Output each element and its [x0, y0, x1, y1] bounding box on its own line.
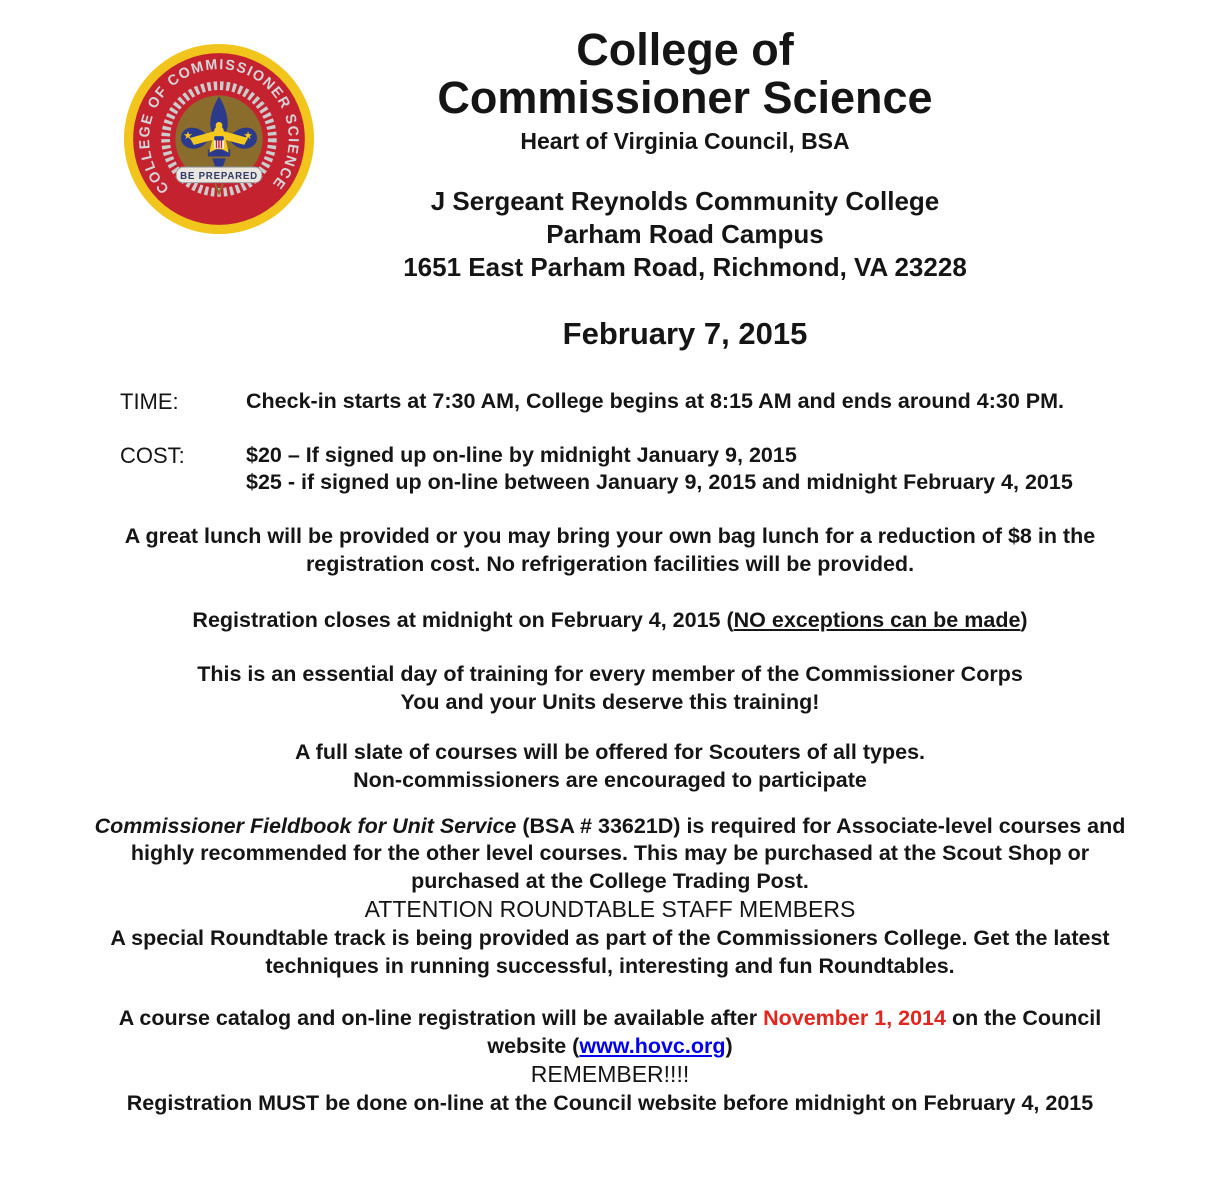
fieldbook-paragraph: Commissioner Fieldbook for Unit Service (BSA # 33621D) is required for Associate-level courses and highly recommended for the other level courses. This may be purchased at the Scout Shop or purchased at the College Trading Post.	[94, 813, 1126, 894]
venue-campus: Parham Road Campus	[546, 219, 824, 250]
star-icon-right: ★	[243, 130, 253, 142]
time-row	[0, 388, 1220, 416]
title-line-2: Commissioner Science	[437, 71, 933, 123]
commissioner-science-patch-logo	[122, 42, 316, 236]
roundtable-body: A special Roundtable track is being provided as part of the Commissioners College. Get the latest techniques in running successful, interesting and fun Roundtables.	[110, 926, 1110, 979]
course-slate-paragraph: A full slate of courses will be offered for Scouters of all types. Non-commissioners are encouraged to participate	[294, 739, 925, 792]
roundtable-heading: ATTENTION ROUNDTABLE STAFF MEMBERS	[364, 896, 856, 923]
time-label: TIME:	[120, 389, 179, 415]
venue-name: J Sergeant Reynolds Community College	[430, 186, 940, 217]
essential-training-paragraph: This is an essential day of training for every member of the Commissioner Corps You and your Units deserve this training!	[197, 661, 1023, 714]
no-exceptions-underlined: NO exceptions can be made	[733, 607, 1021, 632]
council-subtitle: Heart of Virginia Council, BSA	[520, 128, 850, 155]
star-icon-left: ★	[183, 130, 193, 142]
eagle-shield-icon	[214, 136, 224, 149]
reminder-section	[0, 1061, 1220, 1118]
patch-svg	[122, 42, 316, 236]
patch-ring-text: COLLEGE OF COMMISSIONER SCIENCE	[136, 56, 302, 197]
time-value: Check-in starts at 7:30 AM, College begins at 8:15 AM and ends around 4:30 PM.	[246, 389, 1064, 414]
cost-early-price: $20 – If signed up on-line by midnight January 9, 2015	[246, 442, 797, 467]
be-prepared-text: BE PREPARED	[180, 170, 258, 182]
cost-value	[246, 442, 1073, 497]
registration-deadline: Registration closes at midnight on February 4, 2015 (NO exceptions can be made)	[192, 607, 1028, 632]
venue-street-address: 1651 East Parham Road, Richmond, VA 23228	[403, 252, 967, 283]
cost-row	[0, 442, 1220, 497]
event-details	[0, 388, 1220, 497]
event-date: February 7, 2015	[562, 316, 808, 352]
roundtable-section	[0, 896, 1220, 981]
catalog-paragraph: A course catalog and on-line registration will be available after November 1, 2014 on the Council website (www.hovc.org)	[118, 1006, 1102, 1059]
availability-date-highlight: November 1, 2014	[763, 1006, 946, 1031]
lunch-paragraph: A great lunch will be provided or you may bring your own bag lunch for a reduction of $8 in the registration cost. No refrigeration facilities will be provided.	[124, 523, 1096, 576]
remember-heading: REMEMBER!!!!	[530, 1061, 690, 1088]
hovc-website-link[interactable]: www.hovc.org	[579, 1034, 726, 1059]
remember-body: Registration MUST be done on-line at the Council website before midnight on February 4, 2015	[126, 1091, 1094, 1116]
fieldbook-title-italic: Commissioner Fieldbook for Unit Service	[94, 813, 517, 838]
title-line-1: College of	[576, 24, 794, 75]
cost-label: COST:	[120, 442, 185, 468]
cost-late-price: $25 - if signed up on-line between January 9, 2015 and midnight February 4, 2015	[246, 470, 1073, 495]
